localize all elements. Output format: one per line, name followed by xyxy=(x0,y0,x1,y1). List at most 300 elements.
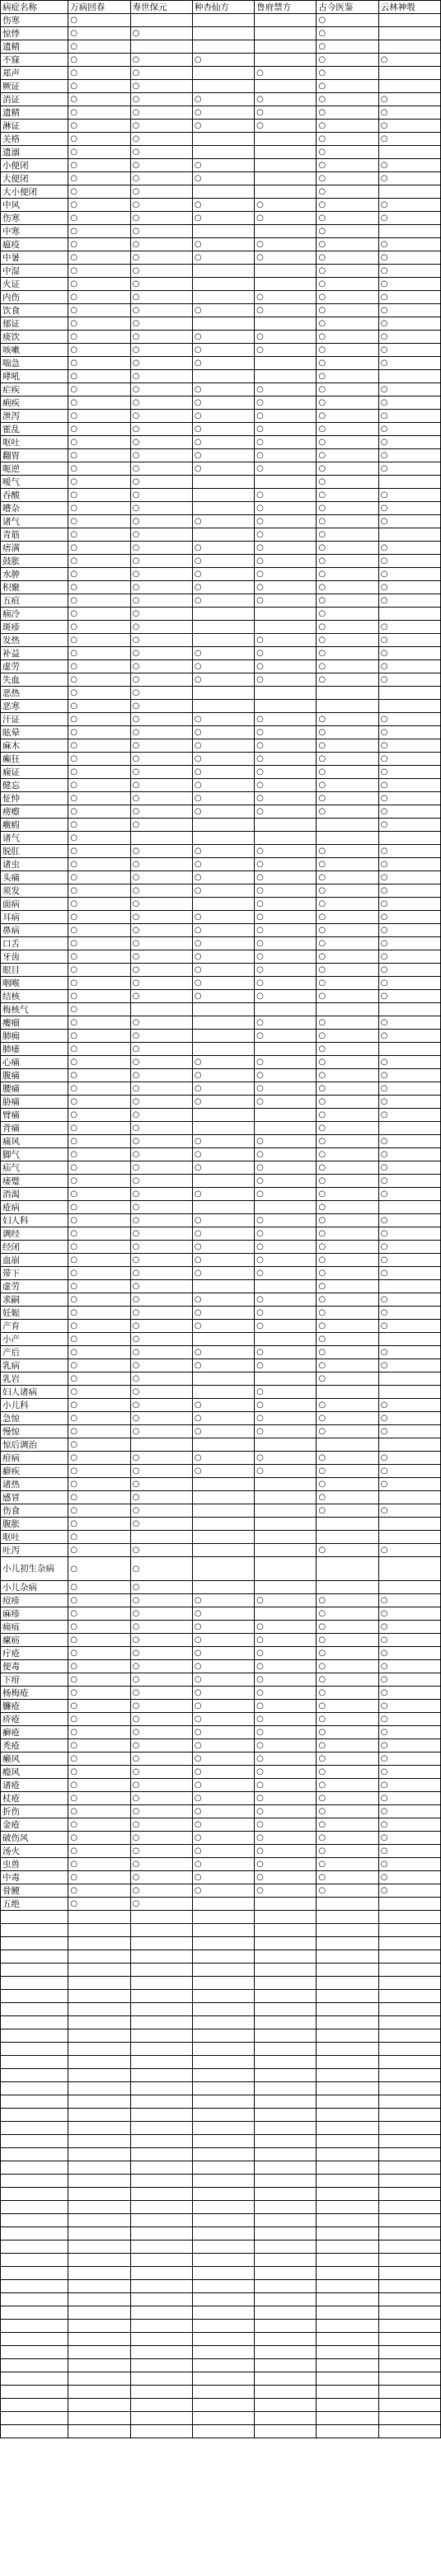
source-mark-cell[interactable]: ○ xyxy=(317,80,378,93)
empty-cell[interactable] xyxy=(192,2056,254,2069)
source-mark-cell[interactable]: ○ xyxy=(130,489,192,502)
source-mark-cell[interactable]: ○ xyxy=(130,779,192,792)
source-mark-cell[interactable]: ○ xyxy=(192,1739,254,1753)
source-mark-cell[interactable]: ○ xyxy=(130,687,192,700)
empty-cell[interactable] xyxy=(68,2214,130,2227)
source-mark-cell[interactable] xyxy=(255,146,317,159)
source-mark-cell[interactable]: ○ xyxy=(68,40,130,54)
source-mark-cell[interactable]: ○ xyxy=(68,1359,130,1372)
source-mark-cell[interactable]: ○ xyxy=(68,1201,130,1214)
empty-cell[interactable] xyxy=(255,1924,317,1937)
source-mark-cell[interactable]: ○ xyxy=(192,1082,254,1096)
source-mark-cell[interactable] xyxy=(130,1003,192,1016)
symptom-name-cell[interactable]: 痼冷 xyxy=(1,608,68,621)
empty-cell[interactable] xyxy=(192,1964,254,1977)
empty-cell[interactable] xyxy=(192,2214,254,2227)
empty-cell[interactable] xyxy=(255,2425,317,2438)
source-mark-cell[interactable]: ○ xyxy=(130,344,192,357)
symptom-name-cell[interactable]: 耳病 xyxy=(1,911,68,924)
source-mark-cell[interactable]: ○ xyxy=(255,1135,317,1148)
source-mark-cell[interactable]: ○ xyxy=(192,726,254,739)
symptom-name-cell[interactable]: 呃逆 xyxy=(1,462,68,476)
empty-cell[interactable] xyxy=(1,2267,68,2280)
source-mark-cell[interactable]: ○ xyxy=(130,845,192,858)
source-mark-cell[interactable]: ○ xyxy=(130,146,192,159)
source-mark-cell[interactable]: ○ xyxy=(68,317,130,331)
symptom-name-cell[interactable]: 小儿初生杂病 xyxy=(1,1557,68,1581)
source-mark-cell[interactable] xyxy=(130,40,192,54)
source-mark-cell[interactable]: ○ xyxy=(192,581,254,594)
source-mark-cell[interactable]: ○ xyxy=(378,291,440,304)
empty-cell[interactable] xyxy=(255,2069,317,2082)
symptom-name-cell[interactable]: 恶寒 xyxy=(1,700,68,713)
source-mark-cell[interactable]: ○ xyxy=(378,93,440,106)
empty-cell[interactable] xyxy=(255,2056,317,2069)
empty-cell[interactable] xyxy=(130,2095,192,2109)
source-mark-cell[interactable]: ○ xyxy=(192,1673,254,1687)
empty-cell[interactable] xyxy=(317,2386,378,2399)
source-mark-cell[interactable]: ○ xyxy=(317,1161,378,1175)
source-mark-cell[interactable]: ○ xyxy=(68,1003,130,1016)
symptom-name-cell[interactable]: 中暑 xyxy=(1,251,68,265)
symptom-name-cell[interactable]: 乳病 xyxy=(1,1359,68,1372)
empty-cell[interactable] xyxy=(130,2003,192,2016)
source-mark-cell[interactable] xyxy=(255,265,317,278)
source-mark-cell[interactable]: ○ xyxy=(192,779,254,792)
source-mark-cell[interactable]: ○ xyxy=(130,739,192,753)
empty-cell[interactable] xyxy=(317,2109,378,2122)
source-mark-cell[interactable]: ○ xyxy=(317,871,378,884)
source-mark-cell[interactable]: ○ xyxy=(68,1713,130,1726)
source-mark-cell[interactable]: ○ xyxy=(68,924,130,937)
empty-cell[interactable] xyxy=(317,2399,378,2412)
source-mark-cell[interactable]: ○ xyxy=(378,1647,440,1660)
empty-cell[interactable] xyxy=(130,2175,192,2188)
source-mark-cell[interactable]: ○ xyxy=(130,964,192,977)
source-mark-cell[interactable]: ○ xyxy=(317,449,378,462)
source-mark-cell[interactable]: ○ xyxy=(317,462,378,476)
empty-cell[interactable] xyxy=(317,2293,378,2306)
empty-cell[interactable] xyxy=(317,2306,378,2320)
source-mark-cell[interactable]: ○ xyxy=(378,673,440,687)
source-mark-cell[interactable]: ○ xyxy=(317,1465,378,1478)
source-mark-cell[interactable]: ○ xyxy=(68,713,130,726)
source-mark-cell[interactable]: ○ xyxy=(68,304,130,317)
symptom-name-cell[interactable]: 遗溺 xyxy=(1,146,68,159)
empty-cell[interactable] xyxy=(1,2412,68,2425)
source-mark-cell[interactable]: ○ xyxy=(192,1241,254,1254)
source-mark-cell[interactable]: ○ xyxy=(255,1818,317,1832)
source-mark-cell[interactable]: ○ xyxy=(255,331,317,344)
source-mark-cell[interactable]: ○ xyxy=(130,1069,192,1082)
empty-cell[interactable] xyxy=(1,2082,68,2095)
empty-cell[interactable] xyxy=(192,2043,254,2056)
symptom-name-cell[interactable]: 虚劳 xyxy=(1,660,68,673)
source-mark-cell[interactable]: ○ xyxy=(255,1452,317,1465)
empty-cell[interactable] xyxy=(68,2399,130,2412)
source-mark-cell[interactable]: ○ xyxy=(255,1030,317,1043)
empty-cell[interactable] xyxy=(130,2135,192,2148)
source-mark-cell[interactable]: ○ xyxy=(192,1621,254,1634)
source-mark-cell[interactable]: ○ xyxy=(130,1634,192,1647)
source-mark-cell[interactable]: ○ xyxy=(68,1478,130,1491)
source-mark-cell[interactable]: ○ xyxy=(192,357,254,370)
source-mark-cell[interactable]: ○ xyxy=(255,502,317,515)
symptom-name-cell[interactable]: 五疸 xyxy=(1,594,68,608)
source-mark-cell[interactable]: ○ xyxy=(68,871,130,884)
source-mark-cell[interactable]: ○ xyxy=(317,476,378,489)
source-mark-cell[interactable]: ○ xyxy=(378,1056,440,1069)
source-mark-cell[interactable]: ○ xyxy=(68,1135,130,1148)
source-mark-cell[interactable]: ○ xyxy=(68,1739,130,1753)
source-mark-cell[interactable]: ○ xyxy=(255,93,317,106)
source-mark-cell[interactable]: ○ xyxy=(68,1805,130,1818)
source-mark-cell[interactable]: ○ xyxy=(378,278,440,291)
source-mark-cell[interactable]: ○ xyxy=(192,1148,254,1161)
source-mark-cell[interactable] xyxy=(192,1557,254,1581)
empty-cell[interactable] xyxy=(317,2333,378,2346)
source-mark-cell[interactable]: ○ xyxy=(255,937,317,950)
source-mark-cell[interactable]: ○ xyxy=(130,423,192,436)
empty-cell[interactable] xyxy=(1,2175,68,2188)
source-mark-cell[interactable]: ○ xyxy=(255,291,317,304)
empty-cell[interactable] xyxy=(130,2188,192,2201)
empty-cell[interactable] xyxy=(255,2267,317,2280)
source-mark-cell[interactable]: ○ xyxy=(130,924,192,937)
symptom-name-cell[interactable]: 折伤 xyxy=(1,1805,68,1818)
source-mark-cell[interactable]: ○ xyxy=(378,344,440,357)
source-mark-cell[interactable]: ○ xyxy=(68,1700,130,1713)
empty-cell[interactable] xyxy=(130,2043,192,2056)
symptom-name-cell[interactable]: 积聚 xyxy=(1,581,68,594)
empty-cell[interactable] xyxy=(192,1990,254,2003)
source-mark-cell[interactable] xyxy=(378,687,440,700)
source-mark-cell[interactable]: ○ xyxy=(317,1871,378,1884)
empty-cell[interactable] xyxy=(378,2135,440,2148)
source-mark-cell[interactable]: ○ xyxy=(192,1425,254,1438)
source-mark-cell[interactable]: ○ xyxy=(317,660,378,673)
source-mark-cell[interactable]: ○ xyxy=(192,1607,254,1621)
source-mark-cell[interactable]: ○ xyxy=(192,937,254,950)
source-mark-cell[interactable]: ○ xyxy=(192,713,254,726)
source-mark-cell[interactable]: ○ xyxy=(317,1660,378,1673)
source-mark-cell[interactable]: ○ xyxy=(317,845,378,858)
source-mark-cell[interactable]: ○ xyxy=(68,1779,130,1792)
source-mark-cell[interactable]: ○ xyxy=(255,1779,317,1792)
source-mark-cell[interactable]: ○ xyxy=(130,977,192,990)
symptom-name-cell[interactable]: 癞风 xyxy=(1,1753,68,1766)
source-mark-cell[interactable]: ○ xyxy=(255,673,317,687)
symptom-name-cell[interactable]: 五绝 xyxy=(1,1898,68,1911)
symptom-name-cell[interactable]: 痨瘵 xyxy=(1,805,68,819)
source-mark-cell[interactable] xyxy=(192,278,254,291)
source-mark-cell[interactable]: ○ xyxy=(68,357,130,370)
symptom-name-cell[interactable]: 水肿 xyxy=(1,568,68,581)
source-mark-cell[interactable]: ○ xyxy=(68,1452,130,1465)
source-mark-cell[interactable]: ○ xyxy=(378,1634,440,1647)
source-mark-cell[interactable]: ○ xyxy=(317,1241,378,1254)
empty-cell[interactable] xyxy=(68,2175,130,2188)
empty-cell[interactable] xyxy=(317,2372,378,2386)
source-mark-cell[interactable]: ○ xyxy=(130,1307,192,1320)
source-mark-cell[interactable] xyxy=(378,1386,440,1399)
source-mark-cell[interactable]: ○ xyxy=(68,1030,130,1043)
source-mark-cell[interactable]: ○ xyxy=(255,1227,317,1241)
empty-cell[interactable] xyxy=(68,2095,130,2109)
source-mark-cell[interactable]: ○ xyxy=(68,964,130,977)
symptom-name-cell[interactable]: 疔疮 xyxy=(1,1647,68,1660)
source-mark-cell[interactable] xyxy=(192,1491,254,1504)
source-mark-cell[interactable]: ○ xyxy=(192,594,254,608)
source-mark-cell[interactable]: ○ xyxy=(317,1148,378,1161)
empty-cell[interactable] xyxy=(68,2148,130,2161)
source-mark-cell[interactable]: ○ xyxy=(68,54,130,67)
empty-cell[interactable] xyxy=(1,2148,68,2161)
source-mark-cell[interactable]: ○ xyxy=(255,1096,317,1109)
source-mark-cell[interactable]: ○ xyxy=(130,726,192,739)
empty-cell[interactable] xyxy=(317,2280,378,2293)
source-mark-cell[interactable]: ○ xyxy=(192,542,254,555)
source-mark-cell[interactable]: ○ xyxy=(68,700,130,713)
source-mark-cell[interactable] xyxy=(192,1544,254,1557)
symptom-name-cell[interactable]: 金疮 xyxy=(1,1818,68,1832)
source-mark-cell[interactable] xyxy=(317,819,378,832)
source-mark-cell[interactable] xyxy=(192,1518,254,1531)
source-mark-cell[interactable]: ○ xyxy=(317,515,378,528)
source-mark-cell[interactable]: ○ xyxy=(192,1188,254,1201)
empty-cell[interactable] xyxy=(255,2188,317,2201)
source-mark-cell[interactable]: ○ xyxy=(317,1016,378,1030)
source-mark-cell[interactable]: ○ xyxy=(255,1293,317,1307)
source-mark-cell[interactable]: ○ xyxy=(317,1333,378,1346)
symptom-name-cell[interactable]: 吐泻 xyxy=(1,1544,68,1557)
empty-cell[interactable] xyxy=(192,2267,254,2280)
symptom-name-cell[interactable]: 饮食 xyxy=(1,304,68,317)
source-mark-cell[interactable]: ○ xyxy=(255,792,317,805)
empty-cell[interactable] xyxy=(255,2175,317,2188)
source-mark-cell[interactable]: ○ xyxy=(130,515,192,528)
empty-cell[interactable] xyxy=(1,1964,68,1977)
source-mark-cell[interactable]: ○ xyxy=(255,489,317,502)
source-mark-cell[interactable]: ○ xyxy=(317,1188,378,1201)
source-mark-cell[interactable]: ○ xyxy=(130,1016,192,1030)
source-mark-cell[interactable]: ○ xyxy=(68,687,130,700)
symptom-name-cell[interactable]: 痛风 xyxy=(1,1135,68,1148)
source-mark-cell[interactable]: ○ xyxy=(378,660,440,673)
source-mark-cell[interactable] xyxy=(255,159,317,172)
source-mark-cell[interactable]: ○ xyxy=(68,1161,130,1175)
source-mark-cell[interactable]: ○ xyxy=(192,1660,254,1673)
source-mark-cell[interactable]: ○ xyxy=(68,937,130,950)
source-mark-cell[interactable]: ○ xyxy=(130,1386,192,1399)
source-mark-cell[interactable]: ○ xyxy=(130,1687,192,1700)
source-mark-cell[interactable]: ○ xyxy=(378,410,440,423)
source-mark-cell[interactable]: ○ xyxy=(255,594,317,608)
source-mark-cell[interactable] xyxy=(378,40,440,54)
source-mark-cell[interactable]: ○ xyxy=(130,106,192,120)
source-mark-cell[interactable]: ○ xyxy=(317,146,378,159)
source-mark-cell[interactable]: ○ xyxy=(68,14,130,27)
source-mark-cell[interactable]: ○ xyxy=(192,199,254,212)
empty-cell[interactable] xyxy=(192,2135,254,2148)
empty-cell[interactable] xyxy=(130,2320,192,2333)
source-mark-cell[interactable]: ○ xyxy=(378,634,440,647)
source-mark-cell[interactable]: ○ xyxy=(130,1621,192,1634)
source-mark-cell[interactable] xyxy=(192,225,254,238)
empty-cell[interactable] xyxy=(130,2386,192,2399)
source-mark-cell[interactable]: ○ xyxy=(317,647,378,660)
source-mark-cell[interactable]: ○ xyxy=(255,766,317,779)
source-mark-cell[interactable]: ○ xyxy=(192,1161,254,1175)
source-mark-cell[interactable]: ○ xyxy=(255,1647,317,1660)
source-mark-cell[interactable]: ○ xyxy=(68,212,130,225)
source-mark-cell[interactable]: ○ xyxy=(68,805,130,819)
source-mark-cell[interactable]: ○ xyxy=(130,476,192,489)
source-mark-cell[interactable] xyxy=(192,476,254,489)
source-mark-cell[interactable]: ○ xyxy=(378,120,440,133)
symptom-name-cell[interactable]: 痞满 xyxy=(1,542,68,555)
source-mark-cell[interactable] xyxy=(255,370,317,383)
source-mark-cell[interactable]: ○ xyxy=(68,911,130,924)
source-mark-cell[interactable]: ○ xyxy=(378,1544,440,1557)
source-mark-cell[interactable]: ○ xyxy=(68,739,130,753)
source-mark-cell[interactable]: ○ xyxy=(378,937,440,950)
symptom-name-cell[interactable]: 补益 xyxy=(1,647,68,660)
source-mark-cell[interactable] xyxy=(130,832,192,845)
source-mark-cell[interactable]: ○ xyxy=(378,924,440,937)
source-mark-cell[interactable]: ○ xyxy=(68,476,130,489)
source-mark-cell[interactable]: ○ xyxy=(317,291,378,304)
source-mark-cell[interactable]: ○ xyxy=(317,608,378,621)
source-mark-cell[interactable]: ○ xyxy=(317,265,378,278)
symptom-name-cell[interactable]: 眼目 xyxy=(1,964,68,977)
empty-cell[interactable] xyxy=(317,2043,378,2056)
source-mark-cell[interactable] xyxy=(255,476,317,489)
source-mark-cell[interactable] xyxy=(255,1438,317,1452)
empty-cell[interactable] xyxy=(255,2280,317,2293)
source-mark-cell[interactable]: ○ xyxy=(317,1201,378,1214)
source-mark-cell[interactable] xyxy=(255,172,317,185)
source-mark-cell[interactable]: ○ xyxy=(317,93,378,106)
source-mark-cell[interactable]: ○ xyxy=(317,370,378,383)
empty-cell[interactable] xyxy=(130,2122,192,2135)
source-mark-cell[interactable] xyxy=(192,1201,254,1214)
empty-cell[interactable] xyxy=(378,2214,440,2227)
source-mark-cell[interactable]: ○ xyxy=(68,1254,130,1267)
source-mark-cell[interactable]: ○ xyxy=(317,304,378,317)
empty-cell[interactable] xyxy=(378,2161,440,2175)
source-mark-cell[interactable]: ○ xyxy=(255,1307,317,1320)
source-mark-cell[interactable] xyxy=(255,1280,317,1293)
symptom-name-cell[interactable]: 癖疾 xyxy=(1,1465,68,1478)
symptom-name-cell[interactable]: 癥瘕 xyxy=(1,819,68,832)
symptom-name-cell[interactable]: 癣疮 xyxy=(1,1726,68,1739)
source-mark-cell[interactable]: ○ xyxy=(255,1792,317,1805)
source-mark-cell[interactable]: ○ xyxy=(68,185,130,199)
source-mark-cell[interactable]: ○ xyxy=(130,1557,192,1581)
source-mark-cell[interactable]: ○ xyxy=(255,1346,317,1359)
source-mark-cell[interactable]: ○ xyxy=(192,423,254,436)
symptom-name-cell[interactable]: 腰痛 xyxy=(1,1082,68,1096)
source-mark-cell[interactable] xyxy=(255,1201,317,1214)
symptom-name-cell[interactable]: 臂痛 xyxy=(1,1109,68,1122)
source-mark-cell[interactable]: ○ xyxy=(68,1518,130,1531)
source-mark-cell[interactable]: ○ xyxy=(130,225,192,238)
empty-cell[interactable] xyxy=(192,2016,254,2029)
source-mark-cell[interactable]: ○ xyxy=(130,1739,192,1753)
source-mark-cell[interactable]: ○ xyxy=(317,1858,378,1871)
source-mark-cell[interactable]: ○ xyxy=(68,1016,130,1030)
source-mark-cell[interactable]: ○ xyxy=(68,977,130,990)
source-mark-cell[interactable]: ○ xyxy=(130,950,192,964)
source-mark-cell[interactable]: ○ xyxy=(317,331,378,344)
empty-cell[interactable] xyxy=(1,2069,68,2082)
source-mark-cell[interactable]: ○ xyxy=(317,1491,378,1504)
source-mark-cell[interactable]: ○ xyxy=(317,1779,378,1792)
empty-cell[interactable] xyxy=(192,2306,254,2320)
source-mark-cell[interactable]: ○ xyxy=(378,1425,440,1438)
source-mark-cell[interactable]: ○ xyxy=(68,199,130,212)
empty-cell[interactable] xyxy=(1,2109,68,2122)
source-mark-cell[interactable] xyxy=(255,225,317,238)
source-mark-cell[interactable]: ○ xyxy=(317,1267,378,1280)
symptom-name-cell[interactable]: 麻木 xyxy=(1,739,68,753)
source-mark-cell[interactable]: ○ xyxy=(130,1673,192,1687)
source-mark-cell[interactable]: ○ xyxy=(130,436,192,449)
source-mark-cell[interactable]: ○ xyxy=(192,1687,254,1700)
source-mark-cell[interactable]: ○ xyxy=(192,1227,254,1241)
source-mark-cell[interactable]: ○ xyxy=(192,1346,254,1359)
symptom-name-cell[interactable]: 便毒 xyxy=(1,1660,68,1673)
source-mark-cell[interactable]: ○ xyxy=(317,396,378,410)
source-mark-cell[interactable]: ○ xyxy=(317,278,378,291)
symptom-name-cell[interactable]: 头痛 xyxy=(1,871,68,884)
empty-cell[interactable] xyxy=(255,2227,317,2241)
empty-cell[interactable] xyxy=(130,2333,192,2346)
empty-cell[interactable] xyxy=(192,2188,254,2201)
empty-cell[interactable] xyxy=(192,2148,254,2161)
source-mark-cell[interactable]: ○ xyxy=(378,1175,440,1188)
empty-cell[interactable] xyxy=(1,2425,68,2438)
symptom-name-cell[interactable]: 中毒 xyxy=(1,1871,68,1884)
empty-cell[interactable] xyxy=(130,1937,192,1950)
empty-cell[interactable] xyxy=(378,2056,440,2069)
source-mark-cell[interactable] xyxy=(255,1333,317,1346)
source-mark-cell[interactable]: ○ xyxy=(317,621,378,634)
source-mark-cell[interactable] xyxy=(378,370,440,383)
source-mark-cell[interactable]: ○ xyxy=(130,199,192,212)
source-mark-cell[interactable]: ○ xyxy=(192,1871,254,1884)
source-mark-cell[interactable]: ○ xyxy=(130,80,192,93)
source-mark-cell[interactable]: ○ xyxy=(378,1148,440,1161)
source-mark-cell[interactable] xyxy=(192,185,254,199)
empty-cell[interactable] xyxy=(1,2386,68,2399)
source-mark-cell[interactable]: ○ xyxy=(192,950,254,964)
source-mark-cell[interactable] xyxy=(255,185,317,199)
empty-cell[interactable] xyxy=(255,2293,317,2306)
source-mark-cell[interactable]: ○ xyxy=(130,819,192,832)
source-mark-cell[interactable]: ○ xyxy=(255,1845,317,1858)
symptom-name-cell[interactable]: 痈疽 xyxy=(1,1621,68,1634)
empty-cell[interactable] xyxy=(1,2333,68,2346)
empty-cell[interactable] xyxy=(378,1950,440,1964)
source-mark-cell[interactable] xyxy=(255,700,317,713)
symptom-name-cell[interactable]: 怔忡 xyxy=(1,792,68,805)
symptom-name-cell[interactable]: 血崩 xyxy=(1,1254,68,1267)
source-mark-cell[interactable]: ○ xyxy=(317,1043,378,1056)
empty-cell[interactable] xyxy=(1,2306,68,2320)
empty-cell[interactable] xyxy=(192,2293,254,2306)
